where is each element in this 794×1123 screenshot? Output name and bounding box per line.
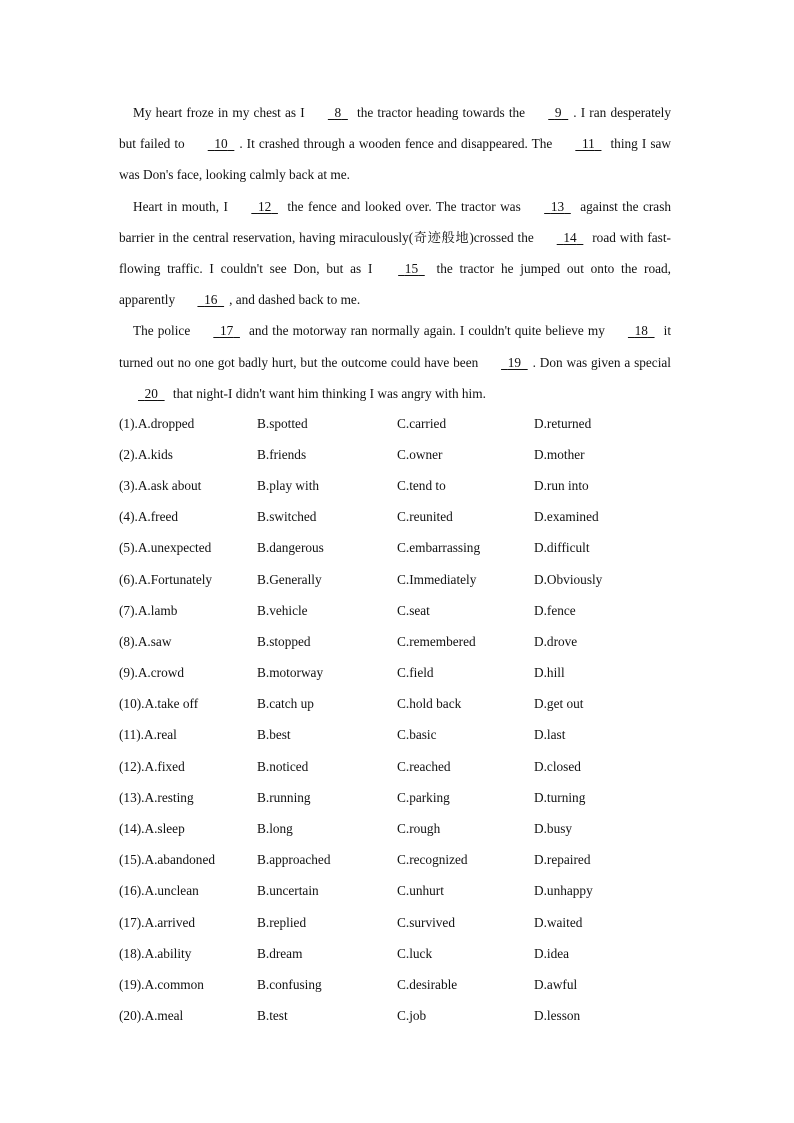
text: My heart froze in my chest as I <box>133 105 309 120</box>
option-b: B.test <box>257 1008 288 1024</box>
text: . It crashed through a wooden fence and disappeared. The <box>239 136 557 152</box>
option-row <box>119 751 679 782</box>
option-c: C.job <box>397 1008 427 1024</box>
blank-8: 8 <box>334 105 342 120</box>
option-row <box>119 408 679 439</box>
text: that night-I didn't want him thinking I was angry with him. <box>169 385 486 401</box>
option-row <box>119 595 679 626</box>
option-b: B.spotted <box>257 415 308 431</box>
option-c: C.desirable <box>397 976 458 992</box>
option-d: D.closed <box>534 758 581 774</box>
option-d: D.repaired <box>534 852 591 868</box>
option-a: (8).A.saw <box>119 633 172 649</box>
text: the fence and looked over. The tractor was <box>282 198 526 214</box>
option-row <box>119 782 679 813</box>
option-a: (17).A.arrived <box>119 914 196 930</box>
option-b: B.vehicle <box>257 602 308 618</box>
option-a: (9).A.crowd <box>119 665 184 681</box>
blank-18: 18 <box>634 323 648 339</box>
blank-12: 12 <box>257 198 272 214</box>
option-row <box>119 689 679 720</box>
option-a: (2).A.kids <box>119 446 173 462</box>
text: the tractor he jumped out onto the road, apparently <box>119 261 672 308</box>
option-b: B.dangerous <box>257 540 324 556</box>
option-b: B.long <box>257 821 293 837</box>
option-d: D.drove <box>534 633 578 649</box>
paragraph-2 <box>119 191 671 316</box>
option-d: D.returned <box>534 415 592 431</box>
option-a: (12).A.fixed <box>119 758 185 774</box>
blank-13: 13 <box>550 198 565 214</box>
option-b: B.dream <box>257 945 303 961</box>
option-row <box>119 658 679 689</box>
text: . Don was given a special <box>532 354 671 370</box>
option-d: D.get out <box>534 696 584 712</box>
paragraph-1 <box>119 97 671 191</box>
option-b: B.running <box>257 789 311 805</box>
option-d: D.busy <box>534 821 573 837</box>
option-a: (5).A.unexpected <box>119 540 212 556</box>
option-c: C.field <box>397 665 434 681</box>
option-row <box>119 470 679 501</box>
option-d: D.mother <box>534 446 585 462</box>
option-a: (1).A.dropped <box>119 415 195 431</box>
option-d: D.last <box>534 727 566 743</box>
option-row <box>119 876 679 907</box>
answer-options <box>119 408 679 1032</box>
option-b: B.motorway <box>257 665 324 681</box>
cloze-passage <box>119 97 671 409</box>
option-a: (14).A.sleep <box>119 821 185 837</box>
option-a: (13).A.resting <box>119 789 194 805</box>
option-c: C.reached <box>397 758 451 774</box>
option-c: C.unhurt <box>397 883 444 899</box>
option-d: D.examined <box>534 509 599 525</box>
option-c: C.luck <box>397 945 433 961</box>
option-d: D.unhappy <box>534 883 593 899</box>
option-a: (18).A.ability <box>119 945 192 961</box>
option-d: D.difficult <box>534 540 590 556</box>
option-c: C.rough <box>397 821 441 837</box>
option-d: D.hill <box>534 665 565 681</box>
option-d: D.idea <box>534 945 570 961</box>
option-row <box>119 845 679 876</box>
blank-19: 19 <box>507 354 522 370</box>
option-a: (19).A.common <box>119 976 204 992</box>
blank-14: 14 <box>563 229 577 245</box>
option-d: D.turning <box>534 789 586 805</box>
blank-20: 20 <box>144 385 158 401</box>
option-c: C.owner <box>397 446 443 462</box>
blank-17: 17 <box>219 323 234 339</box>
blank-15: 15 <box>404 261 419 277</box>
option-b: B.uncertain <box>257 883 319 899</box>
option-a: (20).A.meal <box>119 1008 184 1024</box>
option-b: B.noticed <box>257 758 309 774</box>
option-c: C.basic <box>397 727 437 743</box>
option-b: B.catch up <box>257 696 314 712</box>
option-b: B.replied <box>257 914 307 930</box>
option-d: D.run into <box>534 477 589 493</box>
option-b: B.friends <box>257 446 307 462</box>
option-d: D.waited <box>534 914 583 930</box>
text: it turned out no one got badly hurt, but the outcome could have been <box>119 323 672 370</box>
option-d: D.awful <box>534 976 578 992</box>
blank-16: 16 <box>204 292 218 308</box>
option-c: C.remembered <box>397 633 476 649</box>
text: Heart in mouth, I <box>133 198 233 214</box>
option-c: C.reunited <box>397 509 453 525</box>
text: against the crash barrier in the central reservation, having miraculously(奇迹般地)crossed the <box>119 198 672 245</box>
text: thing I saw was Don's face, looking calmly back at me. <box>119 136 671 183</box>
paragraph-3 <box>119 315 671 409</box>
option-row <box>119 533 679 564</box>
option-b: B.stopped <box>257 633 311 649</box>
option-c: C.seat <box>397 602 430 618</box>
option-a: (15).A.abandoned <box>119 852 215 868</box>
blank-11: 11 <box>581 136 595 152</box>
option-row <box>119 907 679 938</box>
option-d: D.Obviously <box>534 571 603 587</box>
option-a: (3).A.ask about <box>119 477 202 493</box>
option-a: (7).A.lamb <box>119 602 178 618</box>
text: The police <box>133 323 195 339</box>
option-b: B.confusing <box>257 976 322 992</box>
option-row <box>119 720 679 751</box>
option-row <box>119 813 679 844</box>
option-a: (11).A.real <box>119 727 177 743</box>
option-row <box>119 1001 679 1032</box>
option-b: B.switched <box>257 509 317 525</box>
option-row <box>119 439 679 470</box>
option-c: C.Immediately <box>397 571 477 587</box>
option-row <box>119 938 679 969</box>
option-row <box>119 969 679 1000</box>
text: . I ran desperately but failed to <box>119 105 672 152</box>
option-d: D.lesson <box>534 1008 581 1024</box>
option-b: B.best <box>257 727 291 743</box>
option-c: C.parking <box>397 789 450 805</box>
blank-10: 10 <box>214 136 228 152</box>
text: and the motorway ran normally again. I couldn't quite believe my <box>244 323 609 339</box>
option-c: C.recognized <box>397 852 468 868</box>
option-b: B.approached <box>257 852 331 868</box>
option-c: C.survived <box>397 914 455 930</box>
option-c: C.tend to <box>397 477 446 493</box>
option-d: D.fence <box>534 602 576 618</box>
option-b: B.Generally <box>257 571 322 587</box>
option-row <box>119 626 679 657</box>
option-a: (16).A.unclean <box>119 883 199 899</box>
text: the tractor heading towards the <box>352 105 530 120</box>
option-a: (10).A.take off <box>119 696 199 712</box>
blank-9: 9 <box>554 105 562 120</box>
option-c: C.carried <box>397 415 447 431</box>
text: , and dashed back to me. <box>229 292 361 308</box>
option-c: C.hold back <box>397 696 462 712</box>
option-b: B.play with <box>257 477 320 493</box>
option-a: (4).A.freed <box>119 509 179 525</box>
option-row <box>119 502 679 533</box>
option-row <box>119 564 679 595</box>
text: road with fast-flowing traffic. I couldn't see Don, but as I <box>119 229 671 277</box>
option-a: (6).A.Fortunately <box>119 571 213 587</box>
option-c: C.embarrassing <box>397 540 481 556</box>
